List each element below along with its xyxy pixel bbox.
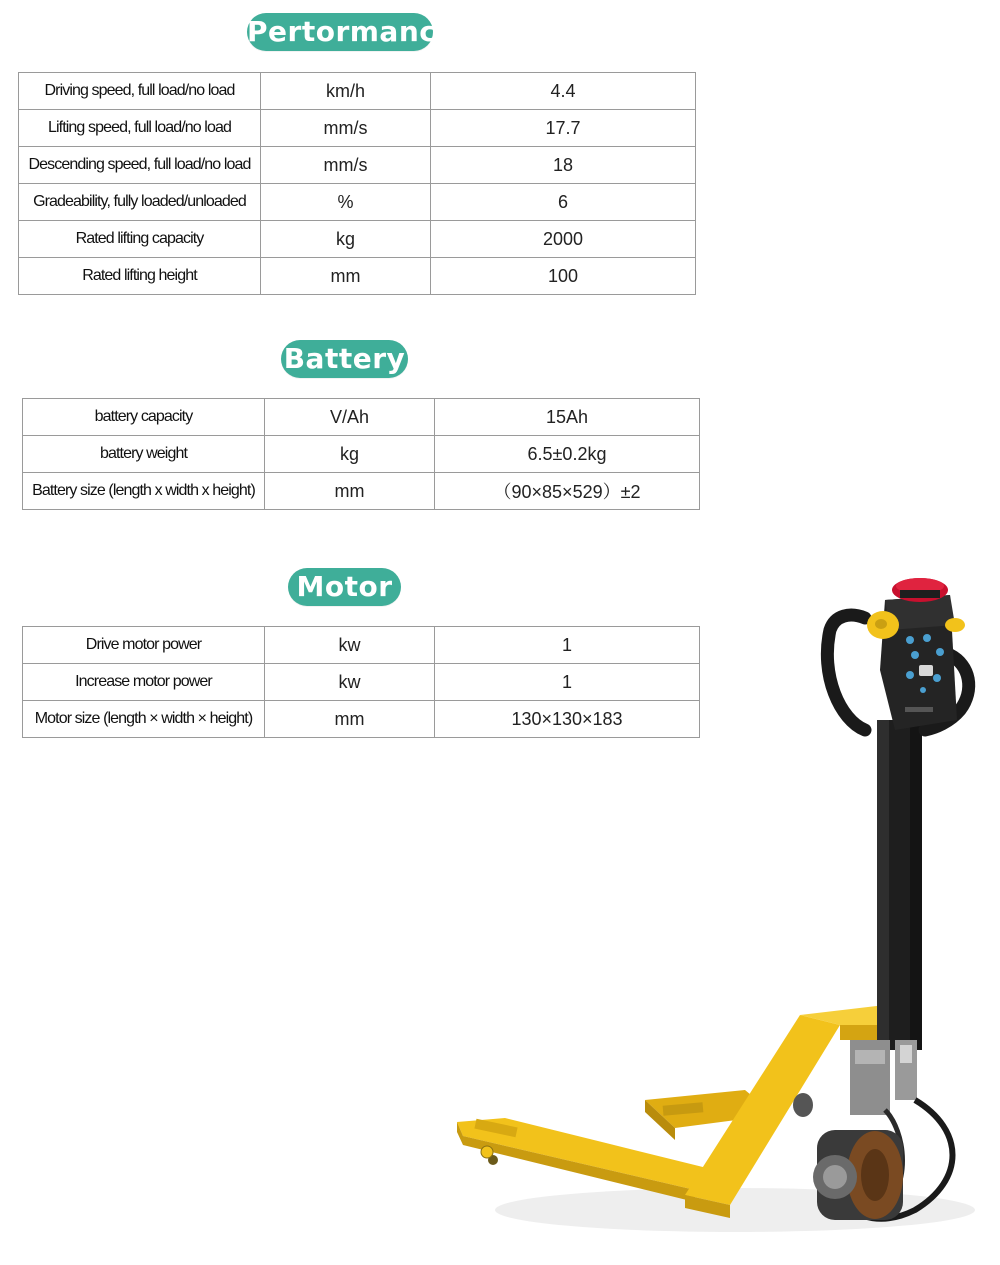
spec-value: 130×130×183 xyxy=(435,701,700,738)
spec-value: 4.4 xyxy=(431,73,696,110)
spec-value: （90×85×529）±2 xyxy=(435,473,700,510)
spec-unit: mm/s xyxy=(261,110,431,147)
table-row xyxy=(19,73,696,110)
spec-value: 6 xyxy=(431,184,696,221)
spec-label: Rated lifting height xyxy=(19,258,261,295)
spec-label: Driving speed, full load/no load xyxy=(19,73,261,110)
table-row xyxy=(19,184,696,221)
spec-unit: V/Ah xyxy=(265,399,435,436)
battery-title: Battery xyxy=(281,340,408,378)
spec-unit: % xyxy=(261,184,431,221)
spec-value: 18 xyxy=(431,147,696,184)
spec-unit: mm xyxy=(265,473,435,510)
spec-label: Lifting speed, full load/no load xyxy=(19,110,261,147)
table-row xyxy=(23,473,700,510)
spec-unit: mm xyxy=(265,701,435,738)
spec-label: battery weight xyxy=(23,436,265,473)
spec-unit: kw xyxy=(265,627,435,664)
spec-value: 100 xyxy=(431,258,696,295)
spec-label: battery capacity xyxy=(23,399,265,436)
table-row xyxy=(19,147,696,184)
spec-label: Gradeability, fully loaded/unloaded xyxy=(19,184,261,221)
table-row xyxy=(19,221,696,258)
table-row xyxy=(23,436,700,473)
table-row xyxy=(19,110,696,147)
performance-title: Pertormance xyxy=(247,13,433,51)
performance-table xyxy=(18,72,696,295)
spec-value: 15Ah xyxy=(435,399,700,436)
spec-label: Increase motor power xyxy=(23,664,265,701)
spec-unit: kw xyxy=(265,664,435,701)
spec-label: Drive motor power xyxy=(23,627,265,664)
spec-label: Descending speed, full load/no load xyxy=(19,147,261,184)
spec-value: 2000 xyxy=(431,221,696,258)
spec-label: Motor size (length × width × height) xyxy=(23,701,265,738)
table-row xyxy=(23,399,700,436)
battery-table xyxy=(22,398,700,510)
table-row xyxy=(19,258,696,295)
spec-value: 1 xyxy=(435,627,700,664)
spec-label: Battery size (length x width x height) xyxy=(23,473,265,510)
electric-pallet-truck-image xyxy=(445,570,990,1260)
spec-unit: kg xyxy=(265,436,435,473)
spec-value: 17.7 xyxy=(431,110,696,147)
spec-unit: mm/s xyxy=(261,147,431,184)
spec-value: 1 xyxy=(435,664,700,701)
spec-unit: kg xyxy=(261,221,431,258)
spec-unit: mm xyxy=(261,258,431,295)
spec-value: 6.5±0.2kg xyxy=(435,436,700,473)
spec-label: Rated lifting capacity xyxy=(19,221,261,258)
motor-title: Motor xyxy=(288,568,401,606)
spec-unit: km/h xyxy=(261,73,431,110)
